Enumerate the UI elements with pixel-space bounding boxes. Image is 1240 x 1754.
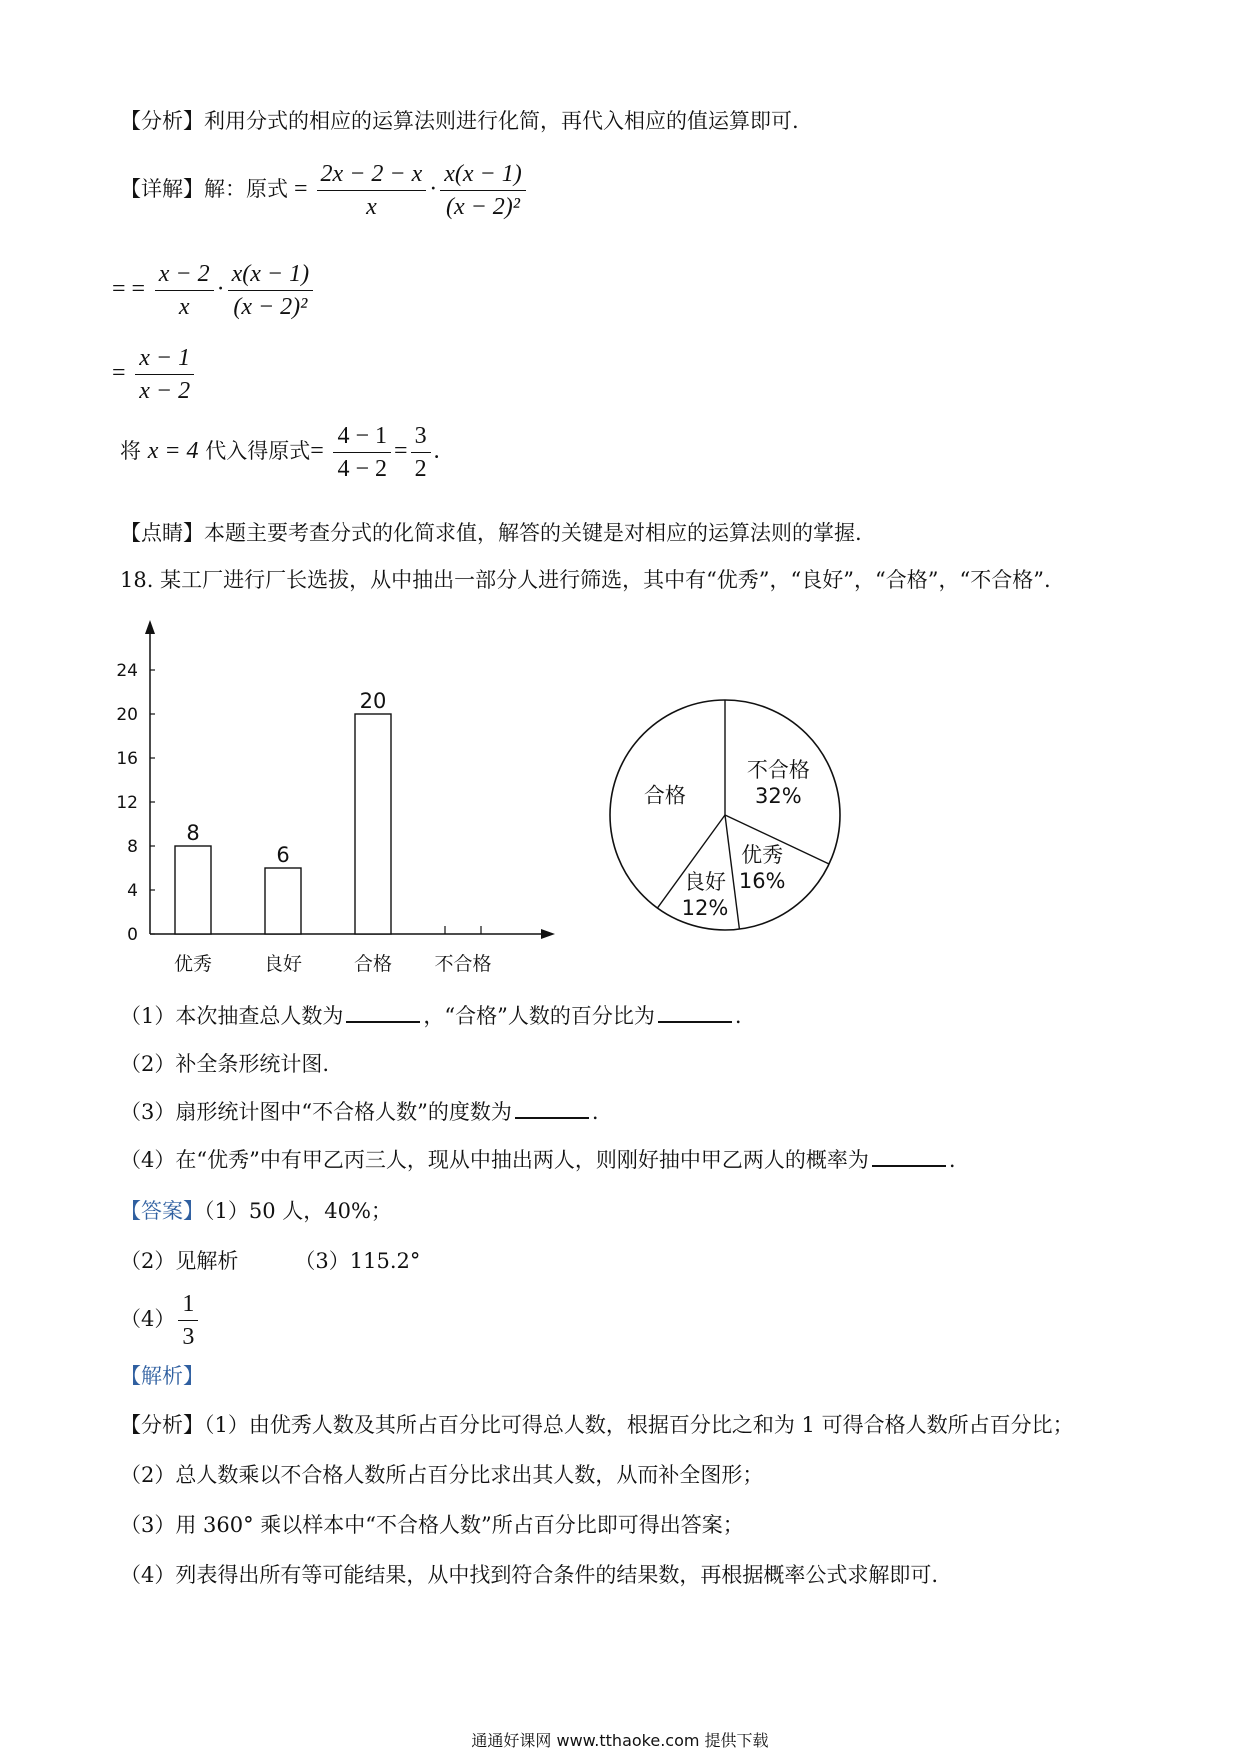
- q4-blank[interactable]: [872, 1147, 946, 1167]
- sub-text-1: 将: [120, 439, 141, 463]
- y-tick-label: 20: [116, 705, 138, 725]
- y-tick-label: 16: [116, 749, 138, 769]
- fraction-1-denominator: x: [366, 194, 377, 220]
- q1-text-a: （1）本次抽查总人数为: [120, 1004, 344, 1028]
- pie-slice-label: 良好: [683, 869, 726, 894]
- fraction-7-numerator: 3: [411, 420, 431, 453]
- y-tick-label: 8: [127, 837, 138, 857]
- y-tick-label: 12: [116, 793, 138, 813]
- bar-data-label: 6: [276, 843, 290, 867]
- answer-4-denominator: 3: [182, 1324, 195, 1350]
- answer-1: （1）50 人，40%；: [204, 1199, 392, 1223]
- detail-line-3: = $\frac{x - 1}{x - 2}$: [112, 342, 197, 407]
- question-18: 18. 某工厂进行厂长选拔，从中抽出一部分人进行筛选，其中有“优秀”，“良好”，“合格”，“不合格”.: [120, 568, 1051, 592]
- bar-优秀: [175, 846, 211, 934]
- detail-line-2: = = $\frac{x - 2}{x}$ · $\frac{x(x - 1)}{\text{(x − 2)²}}$: [112, 258, 316, 323]
- answer-line-1: [120, 1195, 392, 1225]
- x-axis-arrow: [541, 929, 555, 939]
- detail-prefix: 【详解】解：原式: [120, 177, 288, 201]
- q3-blank[interactable]: [515, 1099, 589, 1119]
- fraction-6: [333, 420, 391, 485]
- bar-良好: [265, 868, 301, 934]
- substitution-line: 将 x = 4 代入得原式= $\frac{4 - 1}{4 - 2}$ = $\frac{3}{2}$ .: [120, 420, 440, 485]
- fraction-4-denominator: (x − 2)²: [233, 294, 308, 320]
- fraction-4-numerator: x(x − 1): [228, 258, 313, 291]
- fraction-2-numerator: x(x − 1): [440, 158, 525, 191]
- fraction-1-numerator: 2x − 2 − x: [317, 158, 427, 191]
- answer-2: （2）见解析: [120, 1249, 239, 1273]
- analysis2-line-2: （2）总人数乘以不合格人数所占百分比求出其人数，从而补全图形；: [120, 1463, 764, 1487]
- x-category-label: 优秀: [173, 953, 213, 975]
- answer-3: （3）115.2°: [294, 1249, 421, 1273]
- fraction-5-numerator: x − 1: [135, 342, 194, 375]
- q1-blank-1[interactable]: [346, 1003, 420, 1023]
- y-tick-label: 0: [127, 925, 138, 945]
- bar-合格: [355, 714, 391, 934]
- analysis-line: 【分析】利用分式的相应的运算法则进行化简，再代入相应的值运算即可.: [120, 109, 799, 133]
- x-category-label: 不合格: [434, 953, 492, 975]
- y-tick-label: 4: [127, 881, 138, 901]
- question-2: （2）补全条形统计图.: [120, 1052, 330, 1076]
- fraction-4: [228, 258, 313, 323]
- fraction-1: [317, 158, 427, 223]
- question-3: （3）扇形统计图中“不合格人数”的度数为 .: [120, 1100, 599, 1124]
- q1-text-b: ，“合格”人数的百分比为: [423, 1004, 655, 1028]
- pie-slice-label: 优秀: [741, 843, 784, 868]
- bar-chart: [105, 612, 575, 982]
- fraction-2-denominator: (x − 2)²: [445, 194, 520, 220]
- fraction-5: [135, 342, 194, 407]
- answer-4-fraction: [178, 1288, 198, 1353]
- y-tick-label: 24: [116, 661, 138, 681]
- footer: 通通好课网 www.tthaoke.com 提供下载: [471, 1731, 769, 1750]
- answer-tag: 【答案】: [120, 1199, 204, 1223]
- analysis2-line-3: （3）用 360° 乘以样本中“不合格人数”所占百分比即可得出答案；: [120, 1513, 744, 1537]
- fraction-7-denominator: 2: [414, 456, 427, 482]
- sub-text-2: 代入得原式: [205, 439, 311, 463]
- question-4: （4）在“优秀”中有甲乙丙三人，现从中抽出两人，则刚好抽中甲乙两人的概率为 .: [120, 1148, 956, 1172]
- jiexi-tag: 【解析】: [120, 1364, 204, 1388]
- y-axis-arrow: [145, 620, 155, 634]
- sub-expression: x = 4: [147, 438, 199, 464]
- pie-slice-value: 16%: [738, 869, 786, 894]
- x-category-label: 合格: [353, 953, 393, 975]
- fraction-6-numerator: 4 − 1: [333, 420, 391, 453]
- q1-blank-2[interactable]: [658, 1003, 732, 1023]
- fraction-3-denominator: x: [178, 294, 190, 320]
- answer-line-2: [120, 1245, 420, 1275]
- bar-data-label: 8: [186, 821, 200, 845]
- comment-line: 【点睛】本题主要考查分式的化简求值，解答的关键是对相应的运算法则的掌握.: [120, 521, 862, 545]
- detail-line-1: 【详解】解：原式 = $\frac{2x - 2 - x}{x}$ · $\frac{x(x - 1)}{\text{(x − 2)²}}$: [120, 158, 529, 223]
- answer-4-numerator: 1: [178, 1288, 198, 1321]
- answer-4-label: （4）: [120, 1307, 176, 1331]
- fraction-2: [440, 158, 525, 223]
- fraction-6-denominator: 4 − 2: [337, 456, 388, 482]
- pie-slice-value: 32%: [755, 784, 802, 809]
- pie-slice-label: 不合格: [746, 758, 810, 783]
- bar-data-label: 20: [359, 689, 387, 713]
- fraction-7: [411, 420, 431, 485]
- analysis2-line-1: 【分析】（1）由优秀人数及其所占百分比可得总人数，根据百分比之和为 1 可得合格人数所占百分比；: [120, 1413, 1074, 1437]
- q3-text: （3）扇形统计图中“不合格人数”的度数为: [120, 1100, 512, 1124]
- fraction-3: [155, 258, 214, 323]
- pie-slice-value: 12%: [681, 895, 729, 920]
- pie-slice-label: 合格: [643, 783, 686, 808]
- analysis2-line-4: （4）列表得出所有等可能结果，从中找到符合条件的结果数，再根据概率公式求解即可.: [120, 1563, 939, 1587]
- pie-chart: [600, 690, 850, 940]
- question-1: （1）本次抽查总人数为 ，“合格”人数的百分比为 .: [120, 1004, 742, 1028]
- fraction-5-denominator: x − 2: [139, 378, 191, 404]
- x-category-label: 良好: [263, 953, 303, 975]
- answer-line-4: [120, 1288, 201, 1353]
- fraction-3-numerator: x − 2: [155, 258, 214, 291]
- q4-text: （4）在“优秀”中有甲乙丙三人，现从中抽出两人，则刚好抽中甲乙两人的概率为: [120, 1148, 869, 1172]
